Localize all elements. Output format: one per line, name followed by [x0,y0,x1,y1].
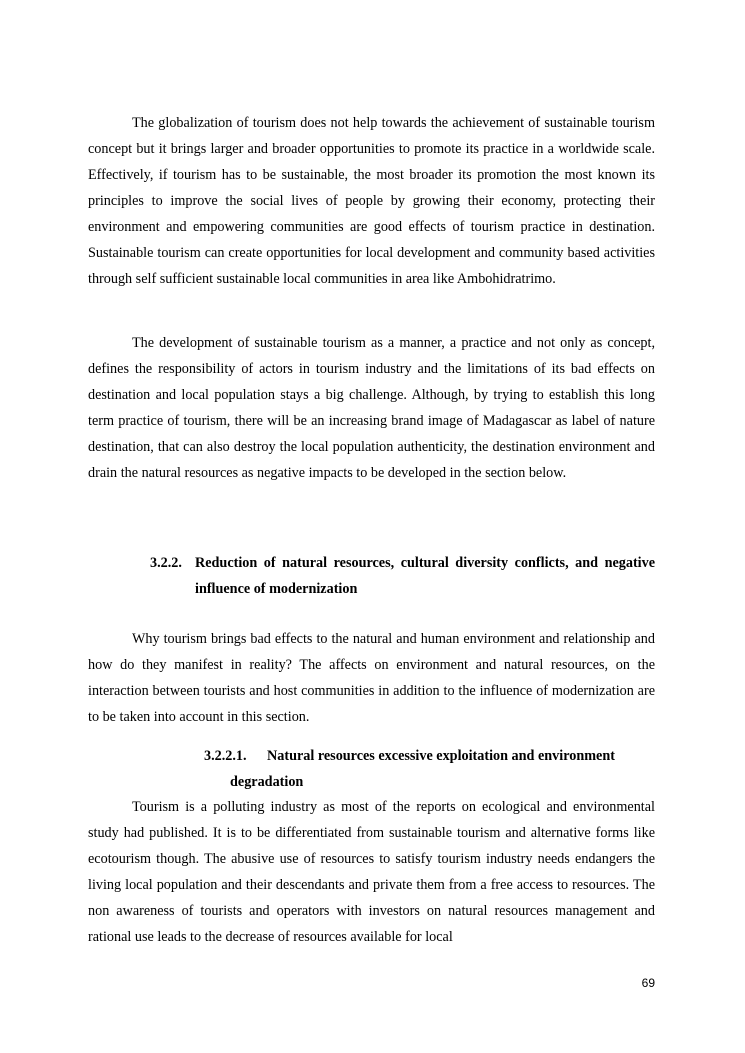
paragraph-globalization: The globalization of tourism does not help towards the achievement of sustainable tourism concept but it brings larger and broader opportunities to promote its practice in a worldwide scale. Effectively, if tourism has to be sustainable, the most broader its promotion the most known its principles to improve the social lives of people by growing their economy, protecting their environment and empowering communities are good effects of tourism practice in destination. Sustainable tourism can create opportunities for local development and community based activities through self sufficient sustainable local communities in area like Ambohidratrimo. [88,115,655,287]
page-number: 69 [641,976,655,990]
subsection-number: 3.2.2.1. [204,748,247,764]
paragraph-development: The development of sustainable tourism as a manner, a practice and not only as concept, defines the responsibility of actors in tourism industry and the limitations of its bad effects on destination and local population stays a big challenge. Although, by trying to establish this long term practice of tourism, there will be an increasing brand image of Madagascar as label of nature destination, that can also destroy the local population authenticity, the destination environment and drain the natural resources as negative impacts to be developed in the section below. [88,335,655,481]
subsection-title-line-2: degradation [230,774,304,790]
section-number: 3.2.2. [150,555,182,571]
subsection-title-line-1: Natural resources excessive exploitation and environment [267,748,615,764]
section-heading-3-2-2 [150,550,655,602]
section-title: Reduction of natural resources, cultural diversity conflicts, and negative influence of modernization [195,555,655,597]
section-heading-3-2-2-1 [204,743,655,795]
paragraph-why-tourism: Why tourism brings bad effects to the natural and human environment and relationship and how do they manifest in reality? The affects on environment and natural resources, on the interaction between tourists and host communities in addition to the influence of modernization are to be taken into account in this section. [88,631,655,725]
paragraph-polluting-industry: Tourism is a polluting industry as most of the reports on ecological and environmental study had published. It is to be differentiated from sustainable tourism and alternative forms like ecotourism though. The abusive use of resources to satisfy tourism industry needs endangers the living local population and their descendants and private them from a free access to resources. The non awareness of tourists and operators with investors on natural resources management and rational use leads to the decrease of resources available for local [88,799,655,945]
